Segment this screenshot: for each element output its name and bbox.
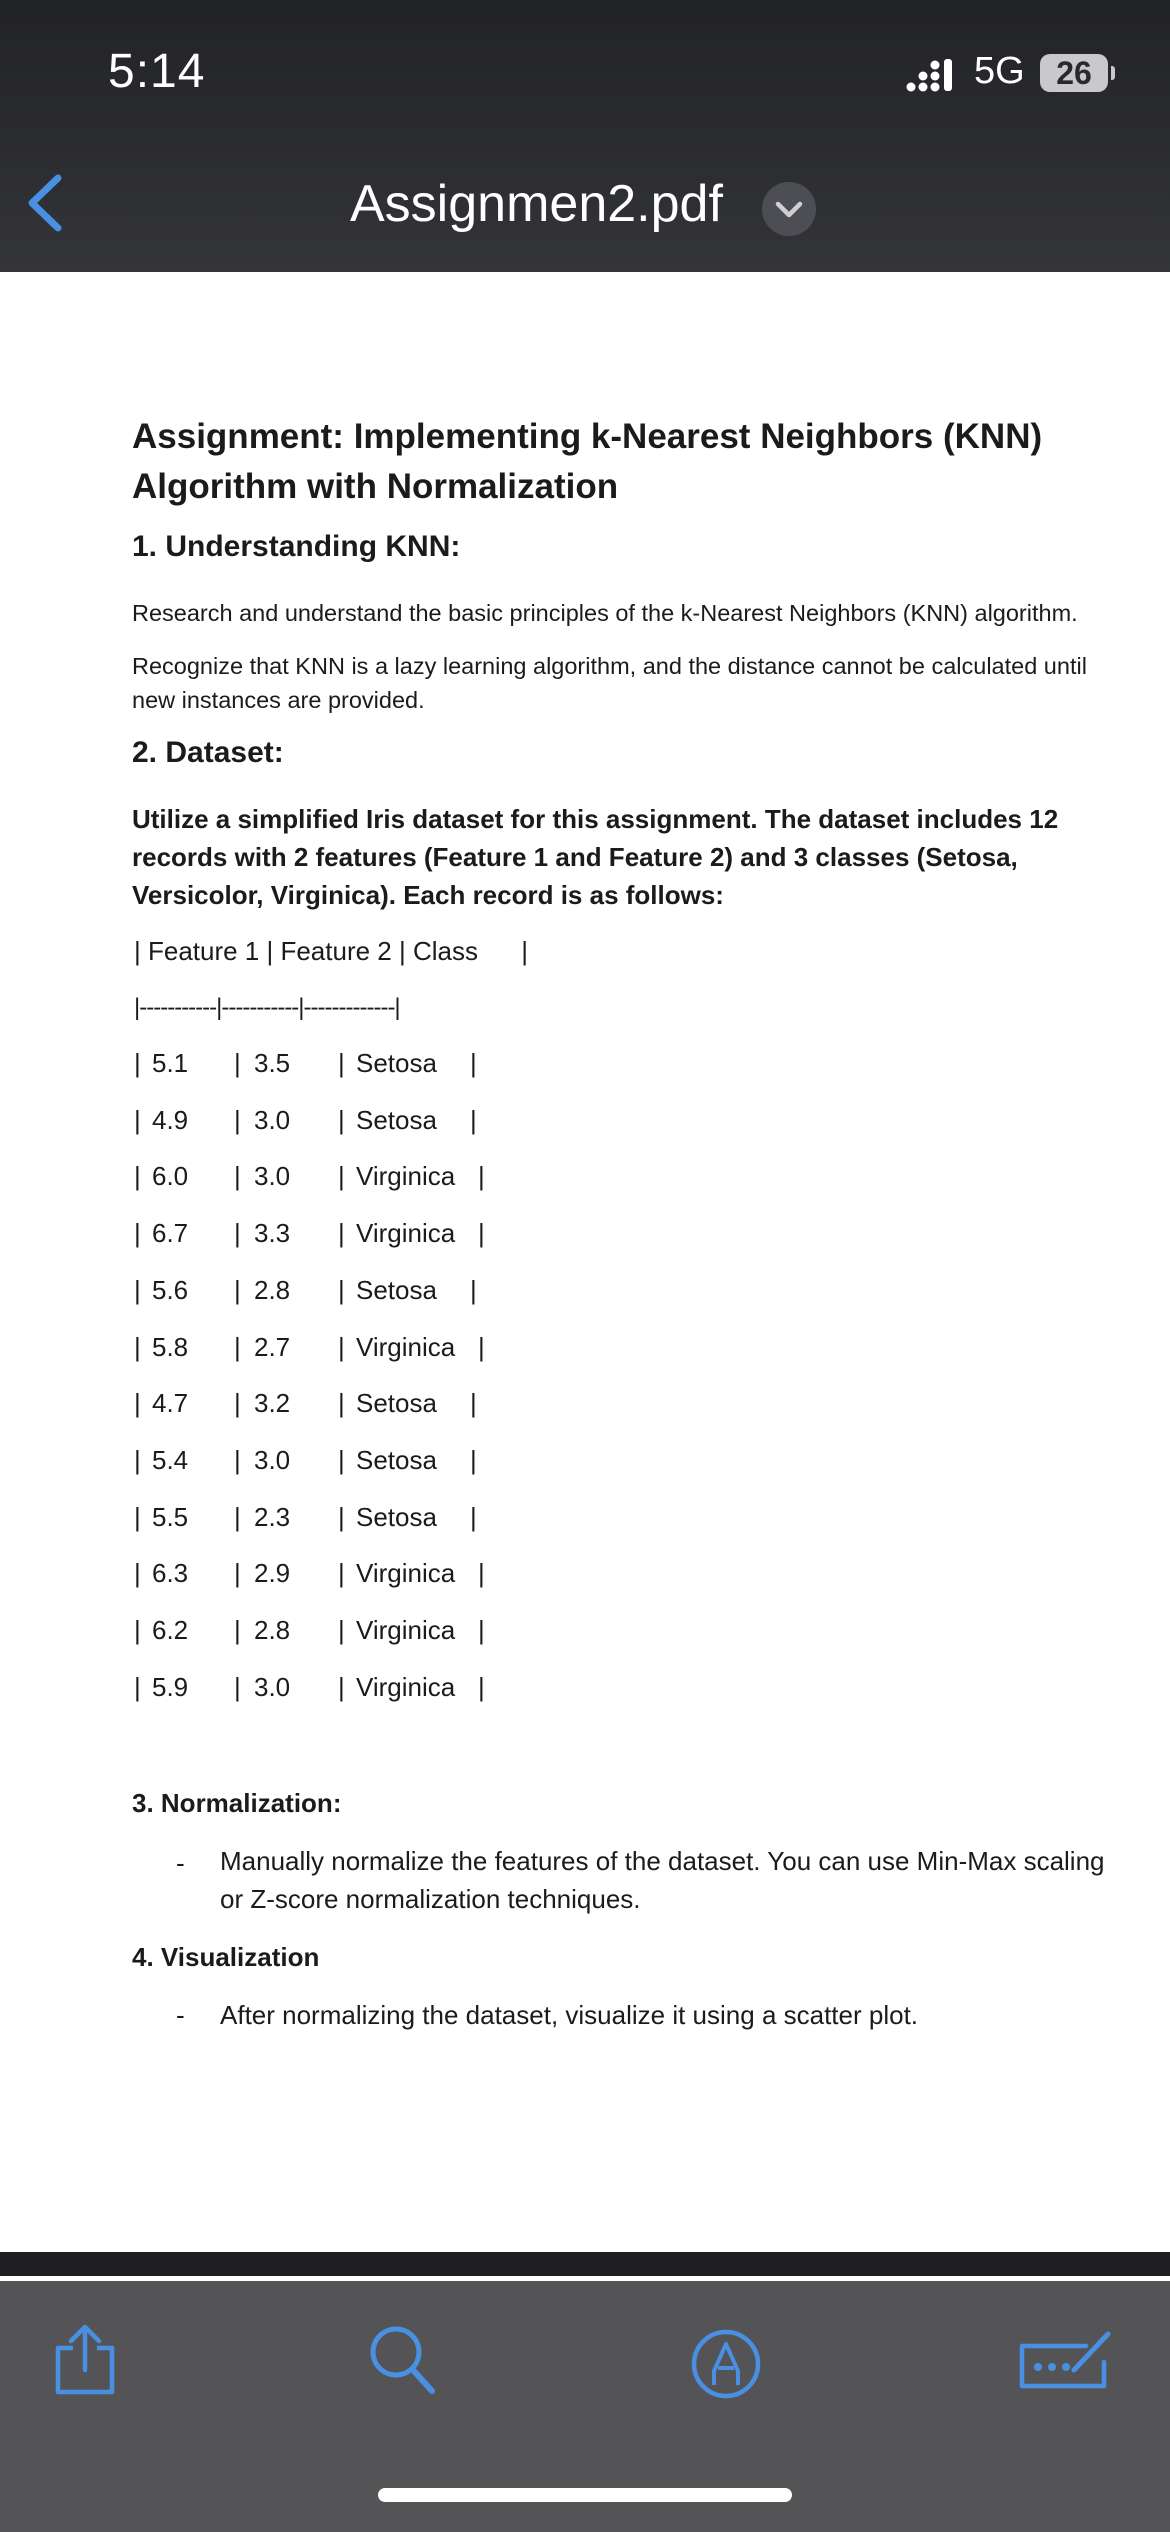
cell-class: Virginica: [356, 1558, 456, 1588]
cell-separator: |: [338, 1275, 345, 1305]
cell-class: Virginica: [356, 1615, 456, 1645]
page-divider: [0, 2252, 1170, 2276]
section1-paragraph-2: Recognize that KNN is a lazy learning algorithm, and the distance cannot be calculated until new instances are provided.: [132, 653, 1087, 713]
cell-separator: |: [470, 1105, 477, 1135]
cell-feature-1: 5.5: [152, 1502, 189, 1532]
cell-feature-2: 2.7: [254, 1332, 291, 1362]
cell-separator: |: [338, 1558, 345, 1588]
cell-separator: |: [134, 1105, 141, 1135]
bullet-marker: -: [176, 1848, 185, 1878]
cell-class: Setosa: [356, 1275, 437, 1305]
cell-feature-2: 3.2: [254, 1388, 291, 1418]
document-title[interactable]: Assignmen2.pdf: [350, 175, 723, 233]
cell-separator: |: [234, 1445, 241, 1475]
cell-feature-1: 6.0: [152, 1161, 189, 1191]
section4-bullet: After normalizing the dataset, visualize it using a scatter plot.: [220, 2000, 919, 2030]
cell-separator: |: [478, 1558, 485, 1588]
cell-class: Virginica: [356, 1161, 456, 1191]
section2-heading: 2. Dataset:: [132, 736, 284, 769]
cell-feature-2: 3.3: [254, 1218, 291, 1248]
bullet-marker: -: [176, 2000, 185, 2030]
pdf-page: [0, 272, 1170, 2252]
cell-separator: |: [134, 1218, 141, 1248]
cell-separator: |: [134, 1615, 141, 1645]
cell-separator: |: [470, 1502, 477, 1532]
cell-feature-2: 2.8: [254, 1615, 291, 1645]
battery-level: 26: [1040, 54, 1108, 92]
cell-separator: |: [134, 1332, 141, 1362]
cell-feature-2: 3.0: [254, 1445, 291, 1475]
cell-feature-2: 3.0: [254, 1161, 291, 1191]
table-header: | Feature 1 | Feature 2 | Class |: [134, 936, 529, 966]
cell-feature-1: 5.1: [152, 1048, 189, 1078]
cell-class: Setosa: [356, 1445, 437, 1475]
cell-feature-2: 2.9: [254, 1558, 291, 1588]
cell-separator: |: [234, 1105, 241, 1135]
cell-class: Setosa: [356, 1048, 437, 1078]
cell-feature-1: 6.2: [152, 1615, 189, 1645]
signal-strength-icon: [906, 56, 960, 94]
cell-separator: |: [234, 1672, 241, 1702]
cell-feature-2: 2.8: [254, 1275, 291, 1305]
cell-separator: |: [338, 1048, 345, 1078]
share-icon[interactable]: [50, 2322, 120, 2398]
cell-separator: |: [338, 1502, 345, 1532]
cell-feature-1: 5.8: [152, 1332, 189, 1362]
cell-separator: |: [234, 1048, 241, 1078]
cell-separator: |: [234, 1218, 241, 1248]
cell-separator: |: [234, 1388, 241, 1418]
section1-heading: 1. Understanding KNN:: [132, 530, 461, 563]
cell-class: Setosa: [356, 1502, 437, 1532]
cell-feature-1: 4.9: [152, 1105, 189, 1135]
cell-separator: |: [134, 1445, 141, 1475]
cell-class: Virginica: [356, 1672, 456, 1702]
cell-separator: |: [234, 1615, 241, 1645]
markup-icon[interactable]: [690, 2328, 762, 2400]
cell-feature-1: 5.4: [152, 1445, 189, 1475]
cell-separator: |: [134, 1502, 141, 1532]
cell-separator: |: [234, 1502, 241, 1532]
cell-separator: |: [338, 1218, 345, 1248]
cell-separator: |: [234, 1332, 241, 1362]
section4-heading: 4. Visualization: [132, 1942, 320, 1972]
cell-feature-2: 2.3: [254, 1502, 291, 1532]
cell-separator: |: [134, 1048, 141, 1078]
section3-bullet: Manually normalize the features of the dataset. You can use Min-Max scaling or Z-score normalization techniques.: [220, 1846, 1105, 1914]
table-separator: |-----------|-----------|-------------|: [134, 994, 400, 1021]
search-icon[interactable]: [368, 2324, 438, 2398]
cell-separator: |: [338, 1672, 345, 1702]
assignment-title: Assignment: Implementing k-Nearest Neighbors (KNN) Algorithm with Normalization: [132, 417, 1043, 506]
cell-feature-1: 5.6: [152, 1275, 189, 1305]
cell-separator: |: [478, 1161, 485, 1191]
cell-feature-1: 5.9: [152, 1672, 189, 1702]
signature-icon[interactable]: [1016, 2326, 1114, 2394]
cell-separator: |: [338, 1388, 345, 1418]
cell-feature-1: 4.7: [152, 1388, 189, 1418]
cell-separator: |: [470, 1388, 477, 1418]
cell-feature-1: 6.7: [152, 1218, 189, 1248]
header: [0, 0, 1170, 272]
section2-intro: Utilize a simplified Iris dataset for this assignment. The dataset includes 12 records with 2 features (Feature 1 and Feature 2) and 3 classes (Setosa, Versicolor, Virginica). Each record is as follows:: [132, 804, 1059, 910]
section3-heading: 3. Normalization:: [132, 1788, 342, 1818]
cell-separator: |: [470, 1048, 477, 1078]
cell-separator: |: [134, 1275, 141, 1305]
battery-tip: [1111, 66, 1115, 80]
section1-paragraph-1: Research and understand the basic principles of the k-Nearest Neighbors (KNN) algorithm.: [132, 600, 1078, 626]
cell-feature-1: 6.3: [152, 1558, 189, 1588]
cell-feature-2: 3.0: [254, 1105, 291, 1135]
chevron-down-icon[interactable]: [762, 182, 816, 236]
cell-separator: |: [234, 1161, 241, 1191]
cell-separator: |: [234, 1275, 241, 1305]
back-chevron-icon[interactable]: [22, 172, 68, 234]
cell-separator: |: [338, 1105, 345, 1135]
cell-separator: |: [478, 1672, 485, 1702]
cell-separator: |: [134, 1161, 141, 1191]
cell-separator: |: [478, 1332, 485, 1362]
cell-separator: |: [470, 1275, 477, 1305]
network-type: 5G: [974, 50, 1025, 92]
cell-class: Setosa: [356, 1105, 437, 1135]
cell-separator: |: [134, 1558, 141, 1588]
cell-separator: |: [134, 1388, 141, 1418]
cell-separator: |: [338, 1161, 345, 1191]
cell-separator: |: [234, 1558, 241, 1588]
cell-feature-2: 3.5: [254, 1048, 291, 1078]
home-indicator[interactable]: [378, 2488, 792, 2502]
cell-class: Setosa: [356, 1388, 437, 1418]
cell-separator: |: [338, 1332, 345, 1362]
cell-feature-2: 3.0: [254, 1672, 291, 1702]
cell-separator: |: [338, 1445, 345, 1475]
cell-separator: |: [338, 1615, 345, 1645]
status-time: 5:14: [108, 45, 206, 98]
cell-class: Virginica: [356, 1218, 456, 1248]
cell-separator: |: [478, 1218, 485, 1248]
cell-separator: |: [134, 1672, 141, 1702]
cell-class: Virginica: [356, 1332, 456, 1362]
cell-separator: |: [470, 1445, 477, 1475]
cell-separator: |: [478, 1615, 485, 1645]
